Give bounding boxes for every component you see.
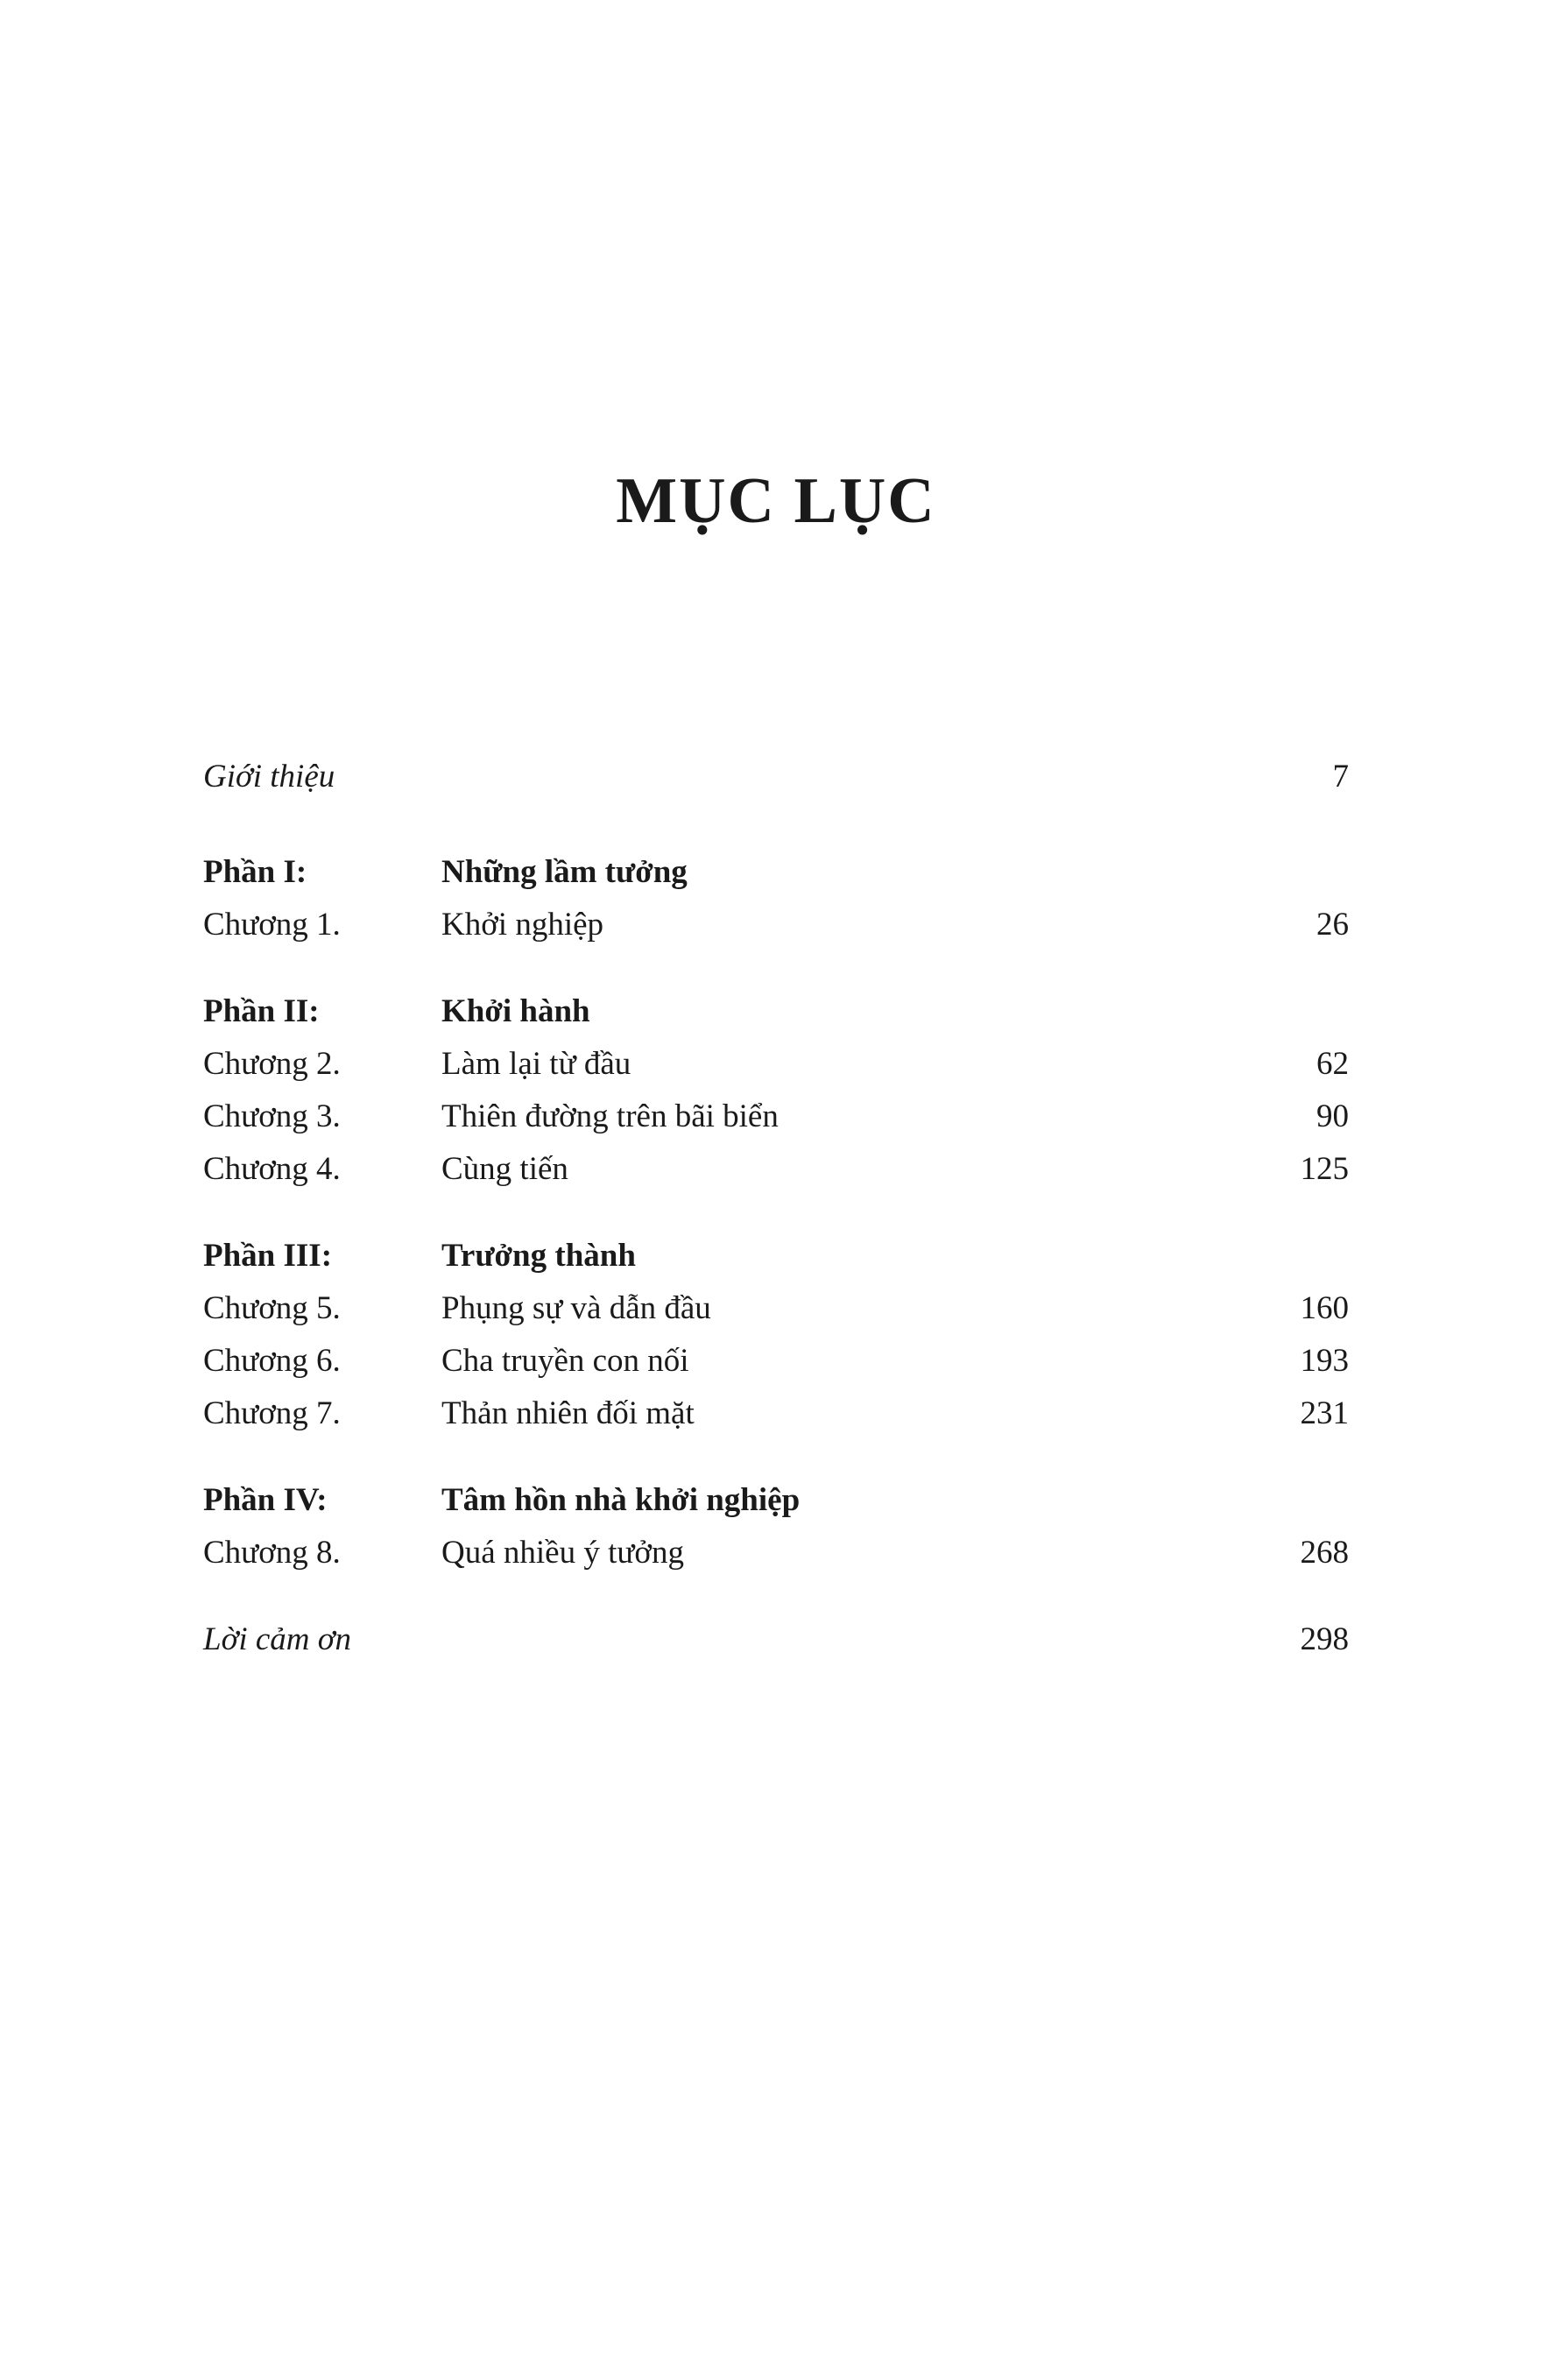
toc-entry-back-matter[interactable] <box>203 1623 1349 1656</box>
part-title: Những lầm tưởng <box>441 854 688 890</box>
chapter-label: Chương 4. <box>203 1151 341 1187</box>
chapter-label: Chương 1. <box>203 907 341 943</box>
chapter-page: 193 <box>1300 1343 1349 1379</box>
chapter-title: Thiên đường trên bãi biển <box>441 1098 779 1134</box>
chapter-page: 26 <box>1316 907 1349 943</box>
chapter-title: Cùng tiến <box>441 1151 568 1187</box>
spacer <box>203 1569 1349 1623</box>
chapter-title: Quá nhiều ý tưởng <box>441 1535 684 1571</box>
chapter-page: 125 <box>1300 1151 1349 1187</box>
toc-part-group-1 <box>203 856 1349 941</box>
back-matter-page: 298 <box>1300 1621 1349 1657</box>
toc-part-group-4 <box>203 1484 1349 1569</box>
toc-chapter-row[interactable] <box>203 1536 1349 1569</box>
part-title: Tâm hồn nhà khởi nghiệp <box>441 1482 801 1518</box>
toc-chapter-row[interactable] <box>203 1292 1349 1324</box>
chapter-label: Chương 3. <box>203 1098 341 1134</box>
toc-part-group-3 <box>203 1239 1349 1430</box>
part-label: Phần III: <box>203 1238 333 1274</box>
toc-chapter-row[interactable] <box>203 908 1349 941</box>
chapter-page: 160 <box>1300 1290 1349 1326</box>
toc-part-heading[interactable] <box>203 1484 1349 1516</box>
back-matter-label: Lời cảm ơn <box>203 1621 351 1657</box>
toc-part-group-2 <box>203 995 1349 1185</box>
part-label: Phần I: <box>203 854 307 890</box>
chapter-title: Phụng sự và dẫn đầu <box>441 1290 711 1326</box>
toc-part-heading[interactable] <box>203 856 1349 888</box>
chapter-page: 268 <box>1300 1535 1349 1571</box>
front-matter-label: Giới thiệu <box>203 759 335 795</box>
toc-part-heading[interactable] <box>203 995 1349 1028</box>
front-matter-page: 7 <box>1332 759 1349 795</box>
chapter-label: Chương 2. <box>203 1046 341 1082</box>
chapter-title: Khởi nghiệp <box>441 907 604 943</box>
toc-chapter-row[interactable] <box>203 1100 1349 1133</box>
toc-chapter-row[interactable] <box>203 1153 1349 1185</box>
toc-part-heading[interactable] <box>203 1239 1349 1272</box>
chapter-label: Chương 5. <box>203 1290 341 1326</box>
table-of-contents <box>203 760 1349 1656</box>
spacer <box>203 1430 1349 1484</box>
spacer <box>203 1185 1349 1239</box>
chapter-label: Chương 6. <box>203 1343 341 1379</box>
toc-chapter-row[interactable] <box>203 1345 1349 1377</box>
chapter-page: 90 <box>1316 1098 1349 1134</box>
page-title: MỤC LỤC <box>616 465 936 537</box>
toc-chapter-row[interactable] <box>203 1048 1349 1080</box>
toc-entry-front-matter[interactable] <box>203 760 1349 793</box>
spacer <box>203 941 1349 995</box>
chapter-title: Thản nhiên đối mặt <box>441 1395 695 1431</box>
chapter-title: Làm lại từ đầu <box>441 1046 631 1082</box>
toc-chapter-row[interactable] <box>203 1397 1349 1430</box>
part-label: Phần IV: <box>203 1482 328 1518</box>
chapter-page: 62 <box>1316 1046 1349 1082</box>
part-label: Phần II: <box>203 993 320 1029</box>
part-title: Khởi hành <box>441 993 590 1029</box>
chapter-label: Chương 8. <box>203 1535 341 1571</box>
chapter-label: Chương 7. <box>203 1395 341 1431</box>
chapter-title: Cha truyền con nối <box>441 1343 689 1379</box>
chapter-page: 231 <box>1300 1395 1349 1431</box>
part-title: Trưởng thành <box>441 1238 636 1274</box>
spacer <box>203 793 1349 856</box>
